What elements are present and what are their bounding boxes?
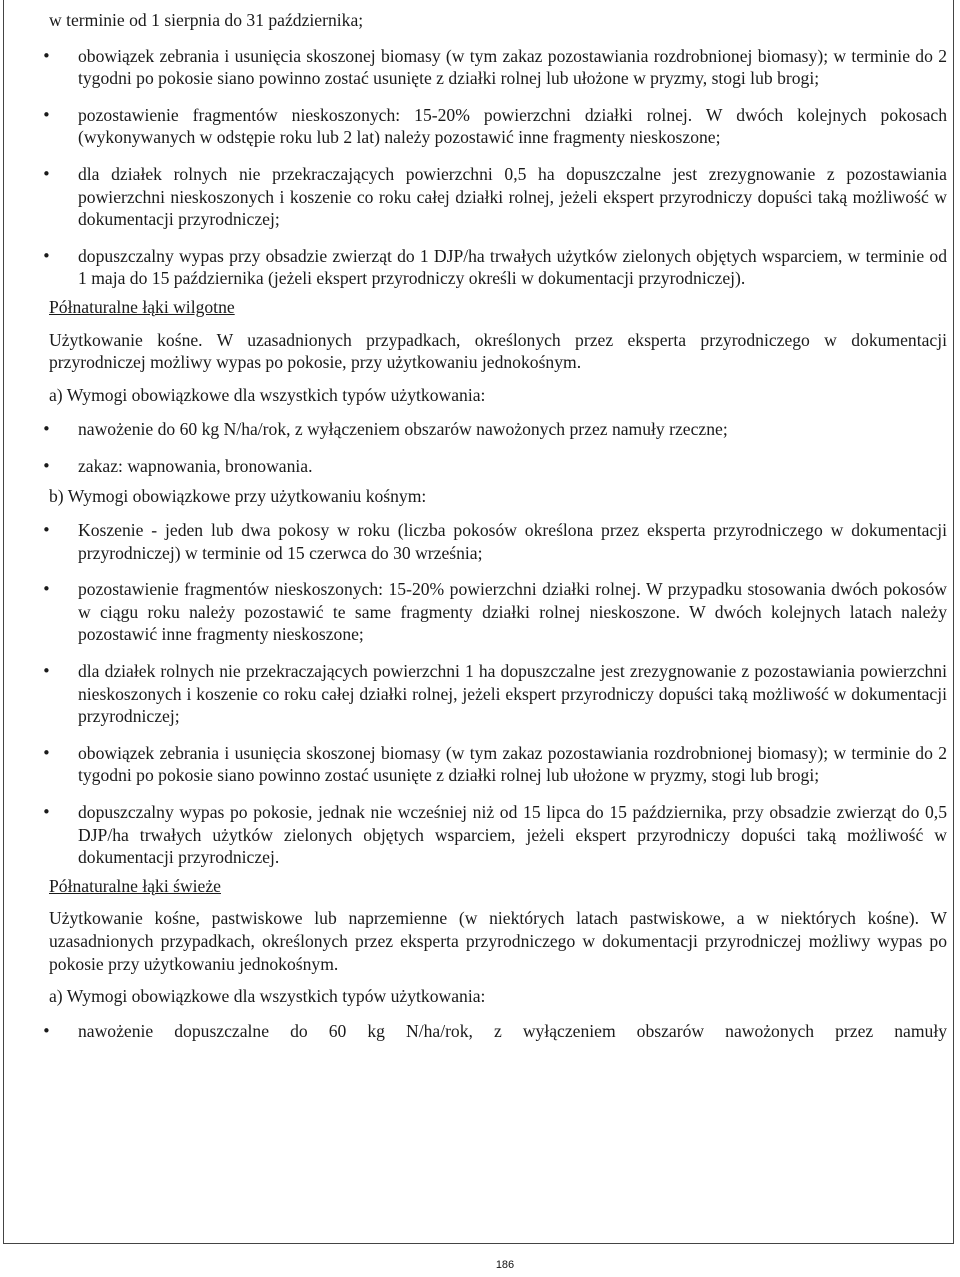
list-item: • obowiązek zebrania i usunięcia skoszonej biomasy (w tym zakaz pozostawiania rozdrobnionej biomasy); w terminie do 2 tygodni po pokosie siano powinno zostać usunięte z działki rolnej lub ułożone w pryzmy, stogi lub brogi; [49,45,947,90]
section-heading-fresh-meadows: Półnaturalne łąki świeże [49,875,221,896]
list-item: • pozostawienie fragmentów nieskoszonych: 15-20% powierzchni działki rolnej. W przypadku stosowania dwóch pokosów w ciągu roku należy pozostawić te same fragmenty działki rolnej nieskoszone. W dwóch kolejnych latach należy pozostawić inne fragmenty nieskoszone; [49,578,947,646]
list-item: • Koszenie - jeden lub dwa pokosy w roku (liczba pokosów określona przez eksperta przyrodniczego w dokumentacji przyrodniczej) w terminie od 15 czerwca do 30 września; [49,519,947,564]
list-req-a-fresh [49,1020,947,1043]
usage-paragraph: Użytkowanie kośne, pastwiskowe lub naprzemienne (w niektórych latach pastwiskowe, a w niektórych kośne). W uzasadnionych przypadkach, określonych przez eksperta przyrodniczego w dokumentacji przyrodniczej możliwy wypas po pokosie przy użytkowaniu jednokośnym. [49,908,947,974]
document-body [49,9,947,1056]
requirements-a-title: a) Wymogi obowiązkowe dla wszystkich typów użytkowania: [49,384,486,405]
requirements-a-title: a) Wymogi obowiązkowe dla wszystkich typów użytkowania: [49,986,486,1007]
list-1 [49,45,947,290]
section-heading-wet-meadows: Półnaturalne łąki wilgotne [49,296,235,317]
usage-paragraph: Użytkowanie kośne. W uzasadnionych przypadkach, określonych przez eksperta przyrodniczego w dokumentacji przyrodniczej możliwy wypas po pokosie, przy użytkowaniu jednokośnym. [49,329,947,373]
list-item: • nawożenie do 60 kg N/ha/rok, z wyłączeniem obszarów nawożonych przez namuły rzeczne; [49,418,947,441]
list-req-a [49,418,947,477]
list-item: • dla działek rolnych nie przekraczających powierzchni 1 ha dopuszczalne jest zrezygnowanie z pozostawiania powierzchni nieskoszonych i koszenie co roku całej działki rolnej, jeżeli ekspert przyrodniczy dopuści taką możliwość w dokumentacji przyrodniczej; [49,660,947,728]
list-item: • dopuszczalny wypas przy obsadzie zwierząt do 1 DJP/ha trwałych użytków zielonych objętych wsparciem, w terminie od 1 maja do 15 października (jeżeli ekspert przyrodniczy określi w dokumentacji przyrodniczej). [49,245,947,290]
list-item: • dopuszczalny wypas po pokosie, jednak nie wcześniej niż od 15 lipca do 15 października, przy obsadzie zwierząt do 0,5 DJP/ha trwałych użytków zielonych objętych wsparciem, jeżeli ekspert przyrodniczy dopuści taką możliwość w dokumentacji przyrodniczej. [49,801,947,869]
intro-line: w terminie od 1 sierpnia do 31 października; [49,10,364,30]
page-number: 186 [495,1259,515,1271]
list-item: • obowiązek zebrania i usunięcia skoszonej biomasy (w tym zakaz pozostawiania rozdrobnionej biomasy); w terminie do 2 tygodni po pokosie siano powinno zostać usunięte z działki rolnej lub ułożone w pryzmy, stogi lub brogi; [49,742,947,787]
list-req-b [49,519,947,869]
list-item: • dla działek rolnych nie przekraczających powierzchni 0,5 ha dopuszczalne jest zrezygnowanie z pozostawiania powierzchni nieskoszonych i koszenie co roku całej działki rolnej, jeżeli ekspert przyrodniczy dopuści taką możliwość w dokumentacji przyrodniczej; [49,163,947,231]
list-item [49,1020,947,1043]
requirements-b-title: b) Wymogi obowiązkowe przy użytkowaniu kośnym: [49,485,427,506]
list-item: • zakaz: wapnowania, bronowania. [49,455,947,478]
list-item: • pozostawienie fragmentów nieskoszonych: 15-20% powierzchni działki rolnej. W dwóch kolejnych pokosach (wykonywanych w odstępie roku lub 2 lat) należy pozostawić inne fragmenty nieskoszone; [49,104,947,149]
list-item-text: nawożenie dopuszczalne do 60 kg N/ha/rok, z wyłączeniem obszarów nawożonych przez namuły [78,1020,947,1041]
